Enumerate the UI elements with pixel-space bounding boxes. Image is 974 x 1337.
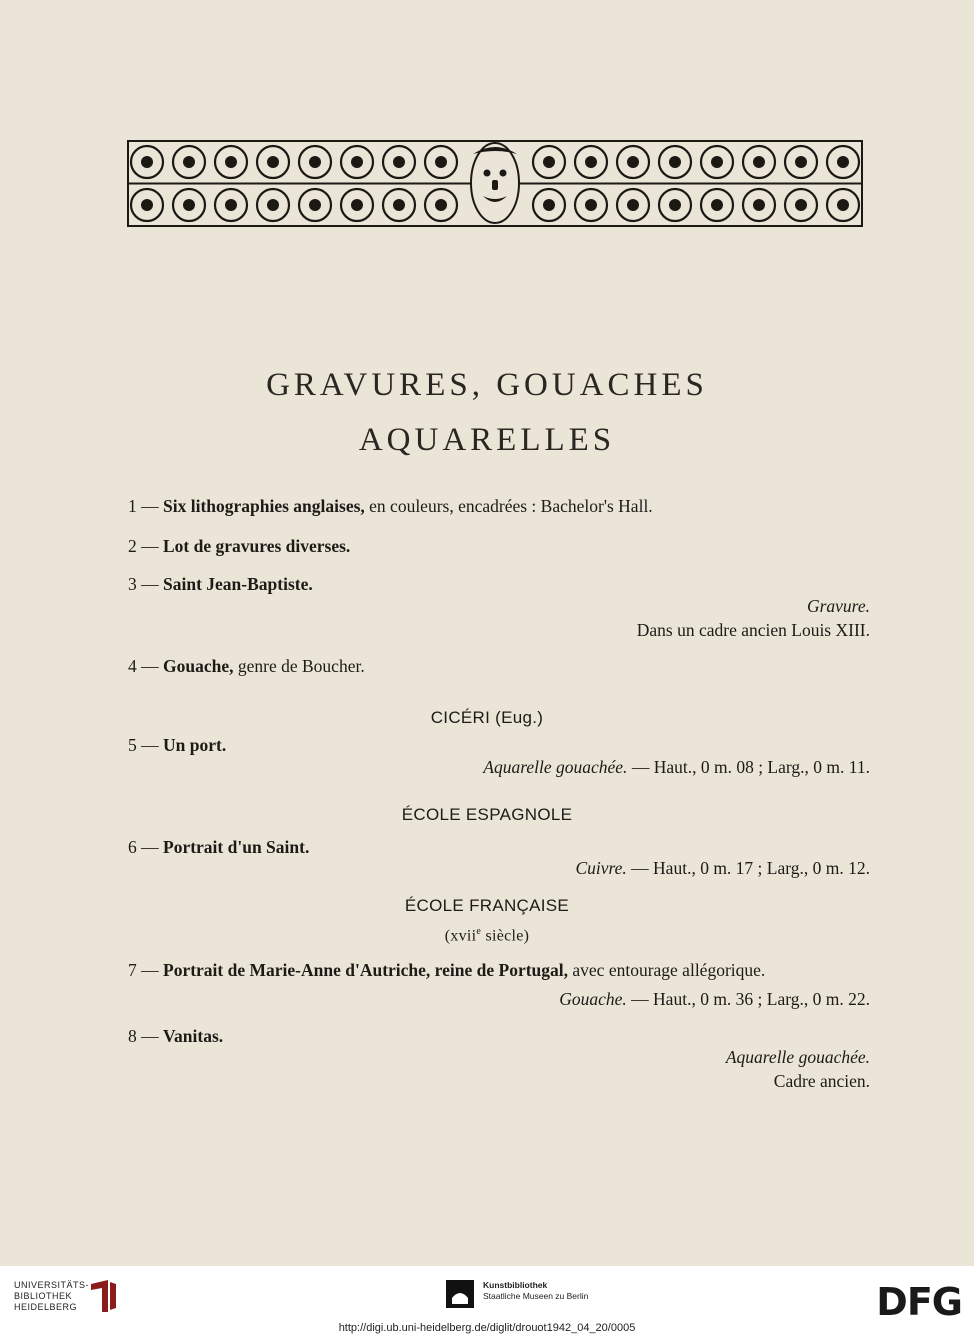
lot-title: Un port. bbox=[163, 735, 227, 755]
lot-number: 2 — bbox=[128, 536, 159, 556]
section-title-line1: GRAVURES, GOUACHES bbox=[266, 367, 708, 403]
uni-line3: HEIDELBERG bbox=[14, 1302, 78, 1312]
lot-title: Six lithographies anglaises, bbox=[163, 496, 365, 516]
lot-number: 3 — bbox=[128, 574, 159, 594]
lot-6 bbox=[128, 837, 309, 858]
ornament-frieze bbox=[127, 140, 863, 227]
uni-line1: UNIVERSITÄTS- bbox=[14, 1280, 90, 1290]
lot-title: Lot de gravures diverses. bbox=[163, 536, 351, 556]
lot-5 bbox=[128, 735, 226, 756]
lot-dimensions: — Haut., 0 m. 36 ; Larg., 0 m. 22. bbox=[626, 989, 870, 1009]
kb-line2: Staatliche Museen zu Berlin bbox=[483, 1291, 589, 1301]
university-logo-icon bbox=[88, 1278, 118, 1314]
lot-2 bbox=[128, 536, 350, 557]
lot-description: en couleurs, encadrées : Bachelor's Hall. bbox=[364, 496, 653, 516]
lot-7-details bbox=[559, 989, 870, 1010]
lot-3-frame: Dans un cadre ancien Louis XIII. bbox=[636, 620, 870, 640]
lot-number: 7 — bbox=[128, 960, 159, 980]
lot-title: Gouache, bbox=[163, 656, 234, 676]
digitization-footer bbox=[0, 1266, 974, 1337]
lot-7 bbox=[128, 960, 765, 981]
lot-medium: Cuivre. bbox=[575, 858, 627, 878]
lot-dimensions: — Haut., 0 m. 17 ; Larg., 0 m. 12. bbox=[626, 858, 870, 878]
century-superscript: e bbox=[476, 926, 482, 937]
lot-number: 8 — bbox=[128, 1026, 159, 1046]
century-text: (xvii bbox=[444, 927, 477, 945]
lot-description: genre de Boucher. bbox=[233, 656, 365, 676]
dfg-logo: DFG bbox=[876, 1280, 962, 1324]
lot-6-details bbox=[575, 858, 870, 879]
lot-1 bbox=[128, 496, 653, 517]
century-suffix: siècle) bbox=[481, 927, 530, 945]
lot-title: Vanitas. bbox=[163, 1026, 224, 1046]
lot-number: 5 — bbox=[128, 735, 159, 755]
lot-description: avec entourage allégorique. bbox=[568, 960, 766, 980]
uni-line2: BIBLIOTHEK bbox=[14, 1291, 73, 1301]
lot-number: 6 — bbox=[128, 837, 159, 857]
century-subheading bbox=[0, 926, 974, 945]
lot-number: 1 — bbox=[128, 496, 159, 516]
kb-line1: Kunstbibliothek bbox=[483, 1280, 548, 1290]
lot-title: Portrait de Marie-Anne d'Autriche, reine de Portugal, bbox=[163, 960, 569, 980]
lot-medium: Aquarelle gouachée. bbox=[483, 757, 628, 777]
lot-4 bbox=[128, 656, 365, 677]
lot-3-medium: Gravure. bbox=[806, 596, 870, 616]
lot-5-details bbox=[483, 757, 870, 778]
lot-3 bbox=[128, 574, 313, 595]
permalink-url[interactable]: http://digi.ub.uni-heidelberg.de/diglit/drouot1942_04_20/0005 bbox=[338, 1322, 636, 1334]
section-title-line2: AQUARELLES bbox=[358, 422, 616, 458]
school-heading-espagnole: ÉCOLE ESPAGNOLE bbox=[401, 805, 573, 824]
school-heading-francaise: ÉCOLE FRANÇAISE bbox=[404, 896, 570, 915]
lot-title: Saint Jean-Baptiste. bbox=[163, 574, 313, 594]
lot-8-medium: Aquarelle gouachée. bbox=[725, 1047, 870, 1067]
university-library-label bbox=[14, 1280, 89, 1313]
artist-heading-ciceri: CICÉRI (Eug.) bbox=[430, 708, 544, 727]
lot-number: 4 — bbox=[128, 656, 159, 676]
lot-title: Portrait d'un Saint. bbox=[163, 837, 310, 857]
lot-8 bbox=[128, 1026, 223, 1047]
kunstbibliothek-label bbox=[483, 1280, 588, 1302]
lot-medium: Gouache. bbox=[559, 989, 627, 1009]
lot-dimensions: — Haut., 0 m. 08 ; Larg., 0 m. 11. bbox=[627, 757, 870, 777]
kunstbibliothek-logo-icon bbox=[446, 1280, 474, 1308]
lot-8-frame: Cadre ancien. bbox=[773, 1071, 870, 1091]
